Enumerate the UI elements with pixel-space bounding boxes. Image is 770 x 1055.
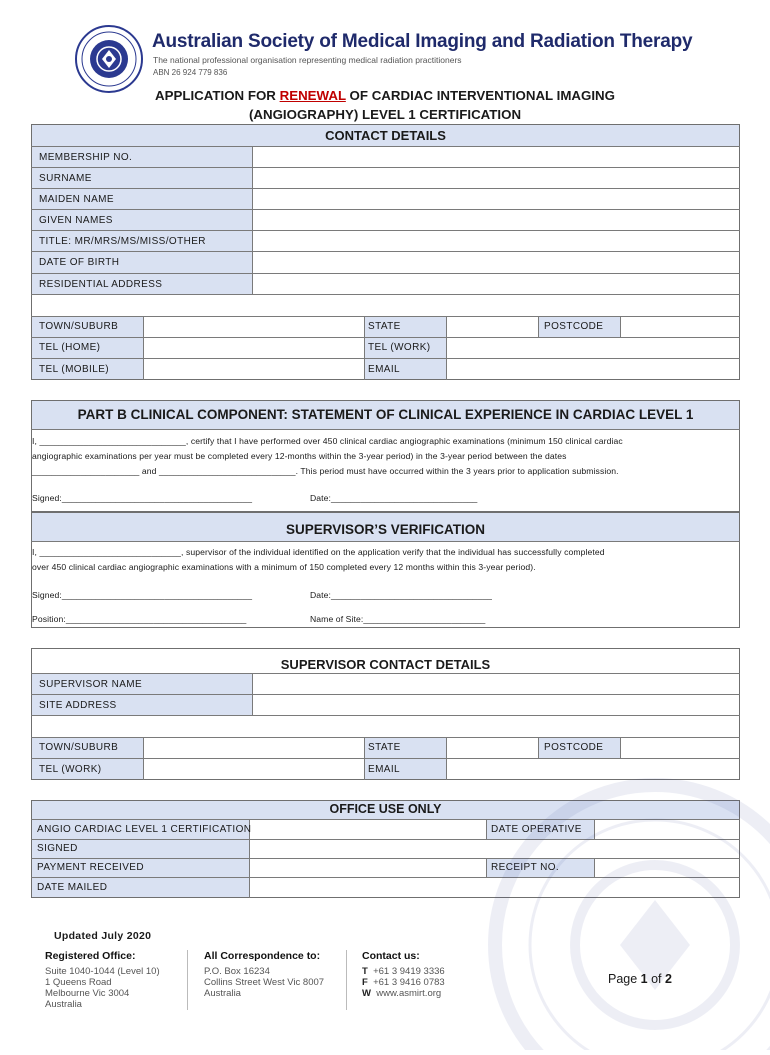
sc-tel-work-input[interactable] [145,760,362,778]
title-suffix: OF CARDIAC INTERVENTIONAL IMAGING [345,88,615,103]
correspondence-heading: All Correspondence to: [204,950,321,962]
label-state: STATE [368,321,401,332]
contact-heading: Contact us: [362,950,420,962]
page-of: of [647,972,665,986]
sv-signed[interactable]: Signed:_______________________________________ [32,590,253,600]
sc-town-input[interactable] [145,739,362,757]
part-b-line3: ______________________ and ____________________________. This period must have occurred within the 3 years prior to application submission. [32,466,619,476]
site-address-input[interactable] [254,696,738,736]
given-input[interactable] [254,211,738,229]
corr-line: Collins Street West Vic 8007 [204,977,325,988]
fax-label: F [362,977,368,988]
sv-position[interactable]: Position:_____________________________________ [32,614,247,624]
registered-line: Suite 1040-1044 (Level 10) [45,966,160,977]
membership-input[interactable] [254,148,738,166]
org-abn: ABN 26 924 779 836 [153,68,228,77]
label-receipt: RECEIPT NO. [491,862,560,873]
label-postcode: POSTCODE [544,321,604,332]
label-title: TITLE: MR/MRS/MS/MISS/OTHER [39,236,206,247]
label-given: GIVEN NAMES [39,215,113,226]
contact-heading: CONTACT DETAILS [325,128,446,143]
contact-phone [362,966,445,977]
title-prefix: APPLICATION FOR [155,88,280,103]
postcode-input[interactable] [622,318,738,336]
page-number [608,972,672,986]
office-heading: OFFICE USE ONLY [329,802,442,816]
maiden-input[interactable] [254,190,738,208]
contact-fax [362,977,445,988]
sv-line2: over 450 clinical cardiac angiographic examinations with a minimum of 150 completed every 12 months within this 3-year period). [32,562,536,572]
tel-work-input[interactable] [448,339,738,357]
web-label: W [362,988,371,999]
label-dob: DATE OF BIRTH [39,257,120,268]
correspondence-address [204,966,324,999]
contact-web [362,988,445,999]
label-email: EMAIL [368,364,401,375]
label-maiden: MAIDEN NAME [39,194,114,205]
registered-line: 1 Queens Road [45,977,112,988]
sc-postcode-input[interactable] [622,739,738,757]
sc-state-input[interactable] [448,739,536,757]
label-date-operative: DATE OPERATIVE [491,824,582,835]
part-b-date[interactable]: Date:______________________________ [310,493,478,503]
label-supervisor-name: SUPERVISOR NAME [39,679,143,690]
org-name: Australian Society of Medical Imaging and Radiation Therapy [152,31,693,52]
part-b-line2: angiographic examinations per year must be completed every 12-months within the 3-year period) in the 3-year period between the dates [32,451,567,461]
cert-input[interactable] [251,821,484,838]
supervisor-verification-heading: SUPERVISOR’S VERIFICATION [285,522,486,537]
label-cert: ANGIO CARDIAC LEVEL 1 CERTIFICATION [37,824,252,835]
page-total: 2 [665,972,672,986]
email-input[interactable] [448,360,738,378]
label-town: TOWN/SUBURB [39,321,119,332]
supervisor-name-input[interactable] [254,675,738,693]
registered-heading: Registered Office: [45,950,136,962]
label-tel-mobile: TEL (MOBILE) [39,364,109,375]
page-prefix: Page [608,972,641,986]
part-b-line1: I, ______________________________, certify that I have performed over 450 clinical cardiac angiographic examinations (minimum 150 clinical cardiac [32,436,623,446]
watermark-seal [480,770,770,1050]
title-highlight: RENEWAL [279,88,346,103]
label-payment: PAYMENT RECEIVED [37,862,144,873]
label-membership: MEMBERSHIP NO. [39,152,133,163]
surname-input[interactable] [254,169,738,187]
label-sc-state: STATE [368,742,401,753]
label-date-mailed: DATE MAILED [37,882,108,893]
tel-home-input[interactable] [145,339,362,357]
address-input[interactable] [254,275,738,315]
phone-label: T [362,966,368,977]
payment-input[interactable] [251,860,484,876]
label-sc-town: TOWN/SUBURB [39,742,119,753]
updated-note: Updated July 2020 [54,930,152,942]
page-current: 1 [640,972,648,986]
phone-value: +61 3 9419 3336 [373,966,445,977]
label-tel-home: TEL (HOME) [39,342,101,353]
registered-address [45,966,160,1010]
label-site-address: SITE ADDRESS [39,700,117,711]
label-sc-postcode: POSTCODE [544,742,604,753]
title-line2: (ANGIOGRAPHY) LEVEL 1 CERTIFICATION [248,107,522,122]
sv-line1: I, _____________________________, supervisor of the individual identified on the application verify that the individual has successfully completed [32,547,605,557]
dob-input[interactable] [254,253,738,271]
sv-date[interactable]: Date:_________________________________ [310,590,493,600]
fax-value: +61 3 9416 0783 [373,977,445,988]
town-input[interactable] [145,318,362,336]
registered-line: Australia [45,999,82,1010]
supervisor-contact-heading: SUPERVISOR CONTACT DETAILS [280,657,491,672]
part-b-signed[interactable]: Signed:_______________________________________ [32,493,253,503]
sv-site[interactable]: Name of Site:_________________________ [310,614,486,624]
part-b-heading: PART B CLINICAL COMPONENT: STATEMENT OF CLINICAL EXPERIENCE IN CARDIAC LEVEL 1 [77,407,694,422]
label-surname: SURNAME [39,173,92,184]
state-input[interactable] [448,318,536,336]
label-tel-work: TEL (WORK) [368,342,431,353]
contact-info [362,966,445,999]
org-tagline: The national professional organisation representing medical radiation practitioners [153,55,462,65]
label-sc-email: EMAIL [368,764,401,775]
org-logo [74,24,144,94]
label-office-signed: SIGNED [37,843,78,854]
tel-mobile-input[interactable] [145,360,362,378]
title-input[interactable] [254,232,738,250]
registered-line: Melbourne Vic 3004 [45,988,130,999]
label-address: RESIDENTIAL ADDRESS [39,279,163,290]
web-link[interactable]: www.asmirt.org [376,988,442,999]
corr-line: P.O. Box 16234 [204,966,270,977]
corr-line: Australia [204,988,241,999]
page-title [0,86,770,124]
label-sc-tel-work: TEL (WORK) [39,764,102,775]
